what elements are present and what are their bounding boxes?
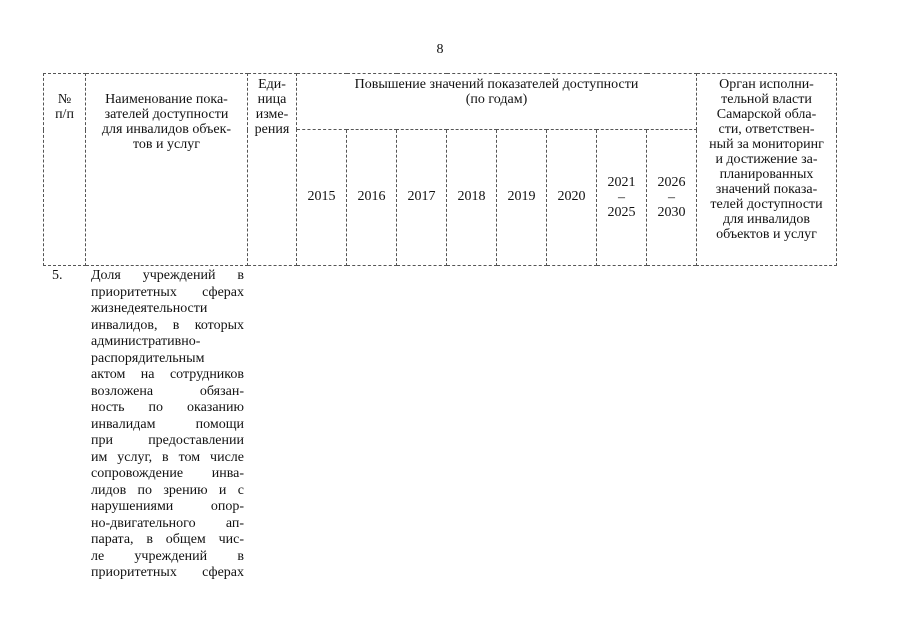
indicator-name-line3: для инвалидов объек- (101, 122, 232, 137)
year-2019: 2019 (497, 130, 547, 266)
year-range-2021-2025 (597, 130, 647, 266)
row-text-line: актом на сотрудников (91, 367, 244, 382)
row-text-line: нарушениями опор- (91, 499, 244, 514)
col-header-organ (697, 74, 837, 266)
organ-line8: значений показа- (715, 182, 818, 197)
row-number: 5. (52, 268, 63, 283)
row-text-line: жизнедеятельности (91, 301, 208, 316)
year-2020: 2020 (547, 130, 597, 266)
organ-line7: планированных (719, 167, 814, 182)
col-header-number (44, 74, 86, 266)
organ-line6: и достижение за- (715, 152, 818, 167)
row-text-line: административно- (91, 334, 201, 349)
col-number-line1: № (57, 92, 72, 107)
row-text-line: приоритетных сферах (91, 565, 244, 580)
row-text-line: им услуг, в том числе (91, 449, 244, 465)
increase-title-line2: (по годам) (465, 92, 528, 107)
organ-line4: сти, ответствен- (718, 122, 815, 137)
year-2016: 2016 (347, 130, 397, 266)
range2-start: 2026 (657, 175, 686, 190)
row-indicator-text (91, 268, 244, 582)
row-text-line: ле учреждений в (91, 548, 244, 564)
range1-start: 2021 (607, 175, 636, 190)
range1-end: 2025 (607, 205, 636, 220)
row-text-line: но-двигательного ап- (91, 515, 244, 531)
page-number: 8 (436, 42, 444, 57)
year-range-2026-2030 (647, 130, 697, 266)
row-text-line: приоритетных сферах (91, 284, 244, 300)
organ-line10: для инвалидов (722, 212, 810, 227)
indicator-name-line1: Наименование пока- (105, 92, 228, 107)
row-text-line: ность по оказанию (91, 400, 244, 415)
year-2017: 2017 (397, 130, 447, 266)
increase-title-line1: Повышение значений показателей доступности (354, 77, 639, 92)
year-2018: 2018 (447, 130, 497, 266)
col-header-increase (297, 74, 697, 130)
unit-line1: Еди- (258, 77, 286, 92)
organ-line11: объектов и услуг (716, 227, 817, 242)
organ-line1: Орган исполни- (719, 77, 814, 92)
row-text-line: распорядительным (91, 350, 205, 366)
organ-line9: телей доступности (710, 197, 823, 212)
row-text-line: сопровождение инва- (91, 466, 244, 481)
col-number-line2: п/п (55, 107, 74, 122)
unit-line4: рения (254, 122, 290, 137)
indicator-name-line4: тов и услуг (133, 137, 200, 152)
indicator-name-line2: зателей доступности (104, 107, 229, 122)
range2-end: 2030 (657, 205, 686, 220)
row-text-line: при предоставлении (91, 433, 244, 448)
range2-dash: – (668, 190, 675, 205)
unit-line3: изме- (255, 107, 289, 122)
row-text-line: лидов по зрению и с (91, 482, 244, 498)
organ-line3: Самарской обла- (716, 107, 817, 122)
unit-line2: ница (257, 92, 287, 107)
year-2015: 2015 (297, 130, 347, 266)
row-text-line: парата, в общем чис- (91, 532, 244, 547)
row-text-line: инвалидов, в которых (91, 317, 244, 333)
row-text-line: Доля учреждений в (91, 268, 244, 283)
row-text-line: возложена обязан- (91, 383, 244, 399)
row-text-line: инвалидам помощи (91, 416, 244, 432)
range1-dash: – (618, 190, 625, 205)
col-header-indicator-name (86, 74, 248, 266)
organ-line2: тельной власти (721, 92, 812, 107)
col-header-unit (248, 74, 297, 266)
header-table (43, 73, 837, 266)
organ-line5: ный за мониторинг (709, 137, 824, 152)
